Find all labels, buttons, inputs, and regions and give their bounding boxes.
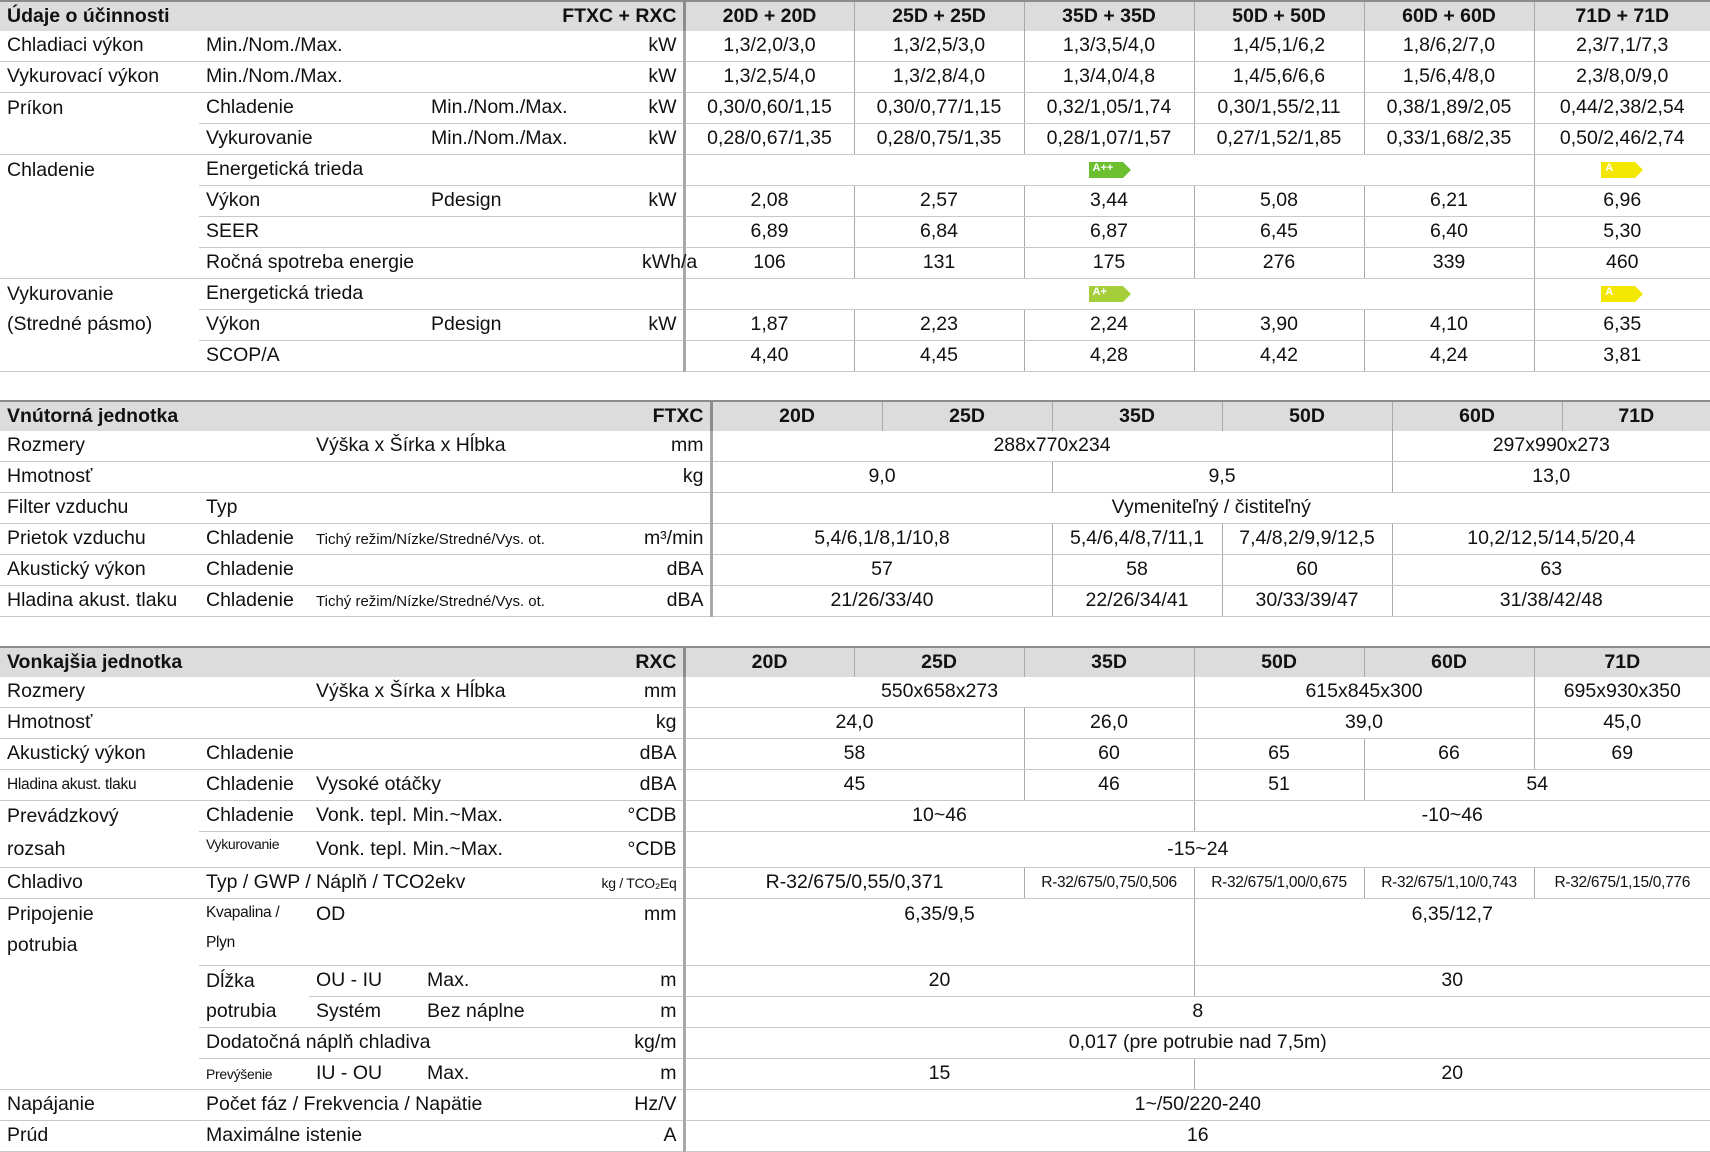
cell: 24,0 <box>684 708 1024 739</box>
cell: 695x930x350 <box>1534 677 1710 708</box>
row-sub: Chladenie <box>199 555 629 586</box>
cell: 54 <box>1364 770 1710 801</box>
row-label: Chladiaci výkon <box>0 31 199 62</box>
table-row <box>0 31 1710 62</box>
indoor-model: FTXC <box>629 401 711 431</box>
cell: 15 <box>684 1059 1194 1090</box>
cell: R-32/675/1,00/0,675 <box>1194 868 1364 899</box>
row-sub: Min./Nom./Max. <box>199 31 642 62</box>
cell: R-32/675/1,10/0,743 <box>1364 868 1534 899</box>
cell: 0,017 (pre potrubie nad 7,5m) <box>684 1028 1710 1059</box>
table-row <box>0 524 1710 555</box>
row-sub: Výška x Šírka x Hĺbka <box>309 677 576 708</box>
row-sub: Vykurovanie <box>199 124 424 155</box>
indoor-section <box>0 400 1710 617</box>
col-header: 35D <box>1052 401 1222 431</box>
row-label: (Stredné pásmo) <box>7 313 153 336</box>
row-label-empty <box>0 186 199 217</box>
col-header: 25D <box>882 401 1052 431</box>
table-row <box>0 310 1710 341</box>
table-row <box>0 124 1710 155</box>
cell: 60 <box>1024 739 1194 770</box>
efficiency-model-text: FTXC + RXC <box>562 5 677 27</box>
row-sub-empty <box>199 431 309 462</box>
cell: 45 <box>684 770 1024 801</box>
table-row <box>0 899 1710 966</box>
cell: 5,4/6,4/8,7/11,1 <box>1052 524 1222 555</box>
indoor-title: Vnútorná jednotka <box>0 401 629 431</box>
energy-class-cell <box>1534 155 1710 186</box>
row-unit: dBA <box>629 586 711 617</box>
col-header: 71D <box>1562 401 1710 431</box>
row-unit: dBA <box>576 739 684 770</box>
table-row <box>0 1121 1710 1152</box>
efficiency-section <box>0 0 1710 372</box>
cell: 2,23 <box>854 310 1024 341</box>
cell: 0,28/0,75/1,35 <box>854 124 1024 155</box>
row-sub2: Tichý režim/Nízke/Stredné/Vys. ot. <box>309 586 629 617</box>
energy-class-text: A <box>1605 162 1614 175</box>
row-sub3: Bez náplne <box>420 997 576 1028</box>
energy-class-text: A+ <box>1092 286 1107 299</box>
row-label: Prietok vzduchu <box>0 524 199 555</box>
row-sub: Chladenie <box>199 93 424 124</box>
col-header: 35D + 35D <box>1024 1 1194 31</box>
row-sub2: Vonk. tepl. Min.~Max. <box>309 832 576 868</box>
row-sub: Chladenie <box>199 770 309 801</box>
cell: 0,33/1,68/2,35 <box>1364 124 1534 155</box>
indoor-table <box>0 400 1710 617</box>
row-sub: Dodatočná náplň chladiva <box>199 1028 576 1059</box>
row-unit: kW <box>642 124 684 155</box>
cell: 1,3/2,5/3,0 <box>854 31 1024 62</box>
cell: 63 <box>1392 555 1710 586</box>
row-sub <box>199 899 309 966</box>
row-unit: kg / TCO₂Eq <box>576 868 684 899</box>
cell: 39,0 <box>1194 708 1534 739</box>
indoor-header-row <box>0 401 1710 431</box>
cell: 16 <box>684 1121 1710 1152</box>
cell: 10,2/12,5/14,5/20,4 <box>1392 524 1710 555</box>
outdoor-table <box>0 646 1710 1152</box>
row-sub: Počet fáz / Frekvencia / Napätie <box>199 1090 576 1121</box>
table-row <box>0 586 1710 617</box>
row-sub2: Systém <box>309 997 420 1028</box>
cell: 8 <box>684 997 1710 1028</box>
row-sub2: OD <box>309 899 576 966</box>
cell: 1,87 <box>684 310 854 341</box>
row-sub: Energetická trieda <box>199 155 684 186</box>
cell: R-32/675/0,75/0,506 <box>1024 868 1194 899</box>
cell: 57 <box>711 555 1052 586</box>
row-sub2: Pdesign <box>424 186 642 217</box>
row-label: Hmotnosť <box>0 708 576 739</box>
cell: 460 <box>1534 248 1710 279</box>
row-unit: °CDB <box>576 832 684 868</box>
row-label: Napájanie <box>0 1090 199 1121</box>
row-sub: Chladenie <box>199 801 309 832</box>
cell: 6,35 <box>1534 310 1710 341</box>
row-sub: Typ / GWP / Náplň / TCO2ekv <box>199 868 576 899</box>
energy-class-badge <box>1601 162 1643 178</box>
cell: 1,3/2,5/4,0 <box>684 62 854 93</box>
cell: 51 <box>1194 770 1364 801</box>
cell: 0,27/1,52/1,85 <box>1194 124 1364 155</box>
outdoor-title: Vonkajšia jednotka <box>0 647 576 677</box>
col-header: 50D <box>1194 647 1364 677</box>
cell: -15~24 <box>684 832 1710 868</box>
liquid-label: Kvapalina / <box>206 904 280 921</box>
cell: 550x658x273 <box>684 677 1194 708</box>
row-sub: SEER <box>199 217 642 248</box>
cell: 6,45 <box>1194 217 1364 248</box>
cell: 5,08 <box>1194 186 1364 217</box>
row-unit: mm <box>576 677 684 708</box>
row-sub3: Max. <box>420 1059 576 1090</box>
row-sub2: Vonk. tepl. Min.~Max. <box>309 801 576 832</box>
cell: R-32/675/1,15/0,776 <box>1534 868 1710 899</box>
cell: 4,24 <box>1364 341 1534 372</box>
cell: 6,96 <box>1534 186 1710 217</box>
cell: 0,28/1,07/1,57 <box>1024 124 1194 155</box>
table-row <box>0 997 1710 1028</box>
cell: 30/33/39/47 <box>1222 586 1392 617</box>
outdoor-model: RXC <box>576 647 684 677</box>
cell: 10~46 <box>684 801 1194 832</box>
cell: 46 <box>1024 770 1194 801</box>
row-sub: Ročná spotreba energie <box>199 248 642 279</box>
row-sub2: Min./Nom./Max. <box>424 124 642 155</box>
col-header: 60D <box>1364 647 1534 677</box>
cell: 0,30/0,77/1,15 <box>854 93 1024 124</box>
row-sub: Chladenie <box>199 739 576 770</box>
cell: 106 <box>684 248 854 279</box>
piping-label2: potrubia <box>7 933 78 956</box>
row-unit: kg <box>629 462 711 493</box>
cell: 6,21 <box>1364 186 1534 217</box>
cell: 69 <box>1534 739 1710 770</box>
cell: 2,3/8,0/9,0 <box>1534 62 1710 93</box>
energy-class-text: A <box>1605 286 1614 299</box>
cell: 21/26/33/40 <box>711 586 1052 617</box>
row-sub: Chladenie <box>199 586 309 617</box>
row-sub: Výška x Šírka x Hĺbka <box>309 431 629 462</box>
table-row <box>0 868 1710 899</box>
cell: 4,10 <box>1364 310 1534 341</box>
row-sub2: OU - IU <box>309 966 420 997</box>
row-sub2: IU - OU <box>309 1059 420 1090</box>
cell: 3,44 <box>1024 186 1194 217</box>
table-row <box>0 493 1710 524</box>
table-row <box>0 739 1710 770</box>
cell: 31/38/42/48 <box>1392 586 1710 617</box>
cell: 1,4/5,1/6,2 <box>1194 31 1364 62</box>
col-header: 50D + 50D <box>1194 1 1364 31</box>
row-sub: Maximálne istenie <box>199 1121 576 1152</box>
cell: 4,28 <box>1024 341 1194 372</box>
cell: 2,3/7,1/7,3 <box>1534 31 1710 62</box>
row-unit-empty <box>629 493 711 524</box>
cell: 20 <box>684 966 1194 997</box>
row-sub3: Max. <box>420 966 576 997</box>
row-sub: Chladenie <box>199 524 309 555</box>
energy-class-badge <box>1089 286 1131 302</box>
table-row <box>0 555 1710 586</box>
row-unit: kg <box>576 708 684 739</box>
cell: 66 <box>1364 739 1534 770</box>
row-sub2: Tichý režim/Nízke/Stredné/Vys. ot. <box>309 524 629 555</box>
row-label: Hladina akust. tlaku <box>0 770 199 801</box>
table-row <box>0 155 1710 186</box>
cell: 339 <box>1364 248 1534 279</box>
row-sub: Energetická trieda <box>199 279 684 310</box>
row-unit: A <box>576 1121 684 1152</box>
cell: 2,24 <box>1024 310 1194 341</box>
row-unit: kW <box>642 62 684 93</box>
row-label: Rozmery <box>0 677 199 708</box>
col-header: 50D <box>1222 401 1392 431</box>
row-unit: dBA <box>576 770 684 801</box>
row-label: Vykurovací výkon <box>0 62 199 93</box>
cell: 0,50/2,46/2,74 <box>1534 124 1710 155</box>
table-row <box>0 708 1710 739</box>
outdoor-header-row <box>0 647 1710 677</box>
table-row <box>0 279 1710 310</box>
row-unit: m <box>576 1059 684 1090</box>
cell: 6,40 <box>1364 217 1534 248</box>
energy-class-badge <box>1089 162 1131 178</box>
cell: 0,28/0,67/1,35 <box>684 124 854 155</box>
table-row <box>0 770 1710 801</box>
col-header: 60D <box>1392 401 1562 431</box>
cell: 1,4/5,6/6,6 <box>1194 62 1364 93</box>
cell: 6,35/12,7 <box>1194 899 1710 966</box>
cell: 7,4/8,2/9,9/12,5 <box>1222 524 1392 555</box>
cell: 9,5 <box>1052 462 1392 493</box>
row-sub: Dĺžka <box>206 969 255 992</box>
row-unit: m <box>576 966 684 997</box>
row-label-empty <box>0 966 199 997</box>
row-unit: kW <box>642 31 684 62</box>
cell: Vymeniteľný / čistiteľný <box>711 493 1710 524</box>
row-label: Chladenie <box>7 158 95 181</box>
cell: 58 <box>1052 555 1222 586</box>
table-row <box>0 341 1710 372</box>
table-row <box>0 677 1710 708</box>
row-label: rozsah <box>0 832 199 868</box>
row-unit-empty <box>642 341 684 372</box>
row-unit: kW <box>642 186 684 217</box>
row-unit: m³/min <box>629 524 711 555</box>
row-unit: Hz/V <box>576 1090 684 1121</box>
cell: 1,8/6,2/7,0 <box>1364 31 1534 62</box>
table-row <box>0 462 1710 493</box>
cell: 175 <box>1024 248 1194 279</box>
cell: 2,57 <box>854 186 1024 217</box>
row-label-empty <box>0 248 199 279</box>
row-unit: kW <box>642 93 684 124</box>
row-label: Príkon <box>7 96 64 119</box>
cell: 4,42 <box>1194 341 1364 372</box>
row-label: Filter vzduchu <box>0 493 199 524</box>
table-row <box>0 1090 1710 1121</box>
row-label: Hladina akust. tlaku <box>0 586 199 617</box>
cell: 5,4/6,1/8,1/10,8 <box>711 524 1052 555</box>
cell: 0,30/1,55/2,11 <box>1194 93 1364 124</box>
cell: 13,0 <box>1392 462 1710 493</box>
row-label-empty <box>0 124 199 155</box>
row-sub2: Pdesign <box>424 310 642 341</box>
cell: 0,44/2,38/2,54 <box>1534 93 1710 124</box>
cell: 2,08 <box>684 186 854 217</box>
col-header: 25D + 25D <box>854 1 1024 31</box>
cell: 3,90 <box>1194 310 1364 341</box>
table-row <box>0 1059 1710 1090</box>
cell: 26,0 <box>1024 708 1194 739</box>
table-row <box>0 62 1710 93</box>
cell: 131 <box>854 248 1024 279</box>
cell: 58 <box>684 739 1024 770</box>
row-sub: Vykurovanie <box>199 832 309 868</box>
row-sub: potrubia <box>199 997 309 1028</box>
cell: 4,40 <box>684 341 854 372</box>
energy-class-badge <box>1601 286 1643 302</box>
cell: 1~/50/220-240 <box>684 1090 1710 1121</box>
cell: 0,30/0,60/1,15 <box>684 93 854 124</box>
row-sub-empty <box>199 677 309 708</box>
row-label: Chladivo <box>0 868 199 899</box>
row-label: Rozmery <box>0 431 199 462</box>
col-header: 71D <box>1534 647 1710 677</box>
cell: 1,3/4,0/4,8 <box>1024 62 1194 93</box>
row-label-empty <box>0 217 199 248</box>
row-unit: °CDB <box>576 801 684 832</box>
row-sub: Prevýšenie <box>199 1059 309 1090</box>
cell: 9,0 <box>711 462 1052 493</box>
energy-class-cell <box>684 155 1534 186</box>
row-label-empty <box>0 341 199 372</box>
row-label: Akustický výkon <box>0 555 199 586</box>
cell: 615x845x300 <box>1194 677 1534 708</box>
cell: 1,5/6,4/8,0 <box>1364 62 1534 93</box>
cell: 6,84 <box>854 217 1024 248</box>
cell: 4,45 <box>854 341 1024 372</box>
row-sub: SCOP/A <box>199 341 642 372</box>
table-row <box>0 801 1710 832</box>
table-row <box>0 186 1710 217</box>
col-header: 25D <box>854 647 1024 677</box>
energy-class-text: A++ <box>1092 162 1114 175</box>
cell: 297x990x273 <box>1392 431 1710 462</box>
cell: 1,3/2,0/3,0 <box>684 31 854 62</box>
cell: -10~46 <box>1194 801 1710 832</box>
energy-class-cell <box>1534 279 1710 310</box>
efficiency-title: Údaje o účinnosti <box>0 1 642 31</box>
col-header: 71D + 71D <box>1534 1 1710 31</box>
cell: 6,87 <box>1024 217 1194 248</box>
piping-label: Pripojenie <box>7 903 94 925</box>
cell: 0,38/1,89/2,05 <box>1364 93 1534 124</box>
efficiency-table <box>0 0 1710 372</box>
cell: 30 <box>1194 966 1710 997</box>
row-unit-empty <box>642 217 684 248</box>
efficiency-model <box>562 1 684 31</box>
col-header: 20D <box>711 401 882 431</box>
row-unit: mm <box>629 431 711 462</box>
row-label-empty <box>0 997 199 1028</box>
table-row <box>0 93 1710 124</box>
row-label: Hmotnosť <box>0 462 629 493</box>
row-sub2: Min./Nom./Max. <box>424 93 642 124</box>
energy-class-cell <box>684 279 1534 310</box>
outdoor-section <box>0 646 1710 1152</box>
row-sub: Výkon <box>199 186 424 217</box>
cell: 45,0 <box>1534 708 1710 739</box>
row-unit: kW <box>642 310 684 341</box>
col-header: 60D + 60D <box>1364 1 1534 31</box>
table-row <box>0 1028 1710 1059</box>
row-label-empty <box>0 1059 199 1090</box>
cell: R-32/675/0,55/0,371 <box>684 868 1024 899</box>
cell: 6,89 <box>684 217 854 248</box>
cell: 1,3/3,5/4,0 <box>1024 31 1194 62</box>
cell: 276 <box>1194 248 1364 279</box>
table-row <box>0 832 1710 868</box>
efficiency-header-row <box>0 1 1710 31</box>
table-row <box>0 248 1710 279</box>
row-label: Akustický výkon <box>0 739 199 770</box>
cell: 288x770x234 <box>711 431 1392 462</box>
row-label <box>0 899 199 966</box>
cell: 6,35/9,5 <box>684 899 1194 966</box>
row-sub2: Vysoké otáčky <box>309 770 576 801</box>
col-header: 20D <box>684 647 854 677</box>
row-unit: kWh/a <box>642 248 684 279</box>
table-row <box>0 966 1710 997</box>
row-sub: Výkon <box>199 310 424 341</box>
row-label: Prúd <box>0 1121 199 1152</box>
table-row <box>0 217 1710 248</box>
col-header: 35D <box>1024 647 1194 677</box>
table-row <box>0 431 1710 462</box>
row-label-empty <box>0 1028 199 1059</box>
cell: 22/26/34/41 <box>1052 586 1222 617</box>
cell: 0,32/1,05/1,74 <box>1024 93 1194 124</box>
row-label: Prevádzkový <box>7 804 119 827</box>
row-unit: mm <box>576 899 684 966</box>
row-unit: kg/m <box>576 1028 684 1059</box>
row-unit: m <box>576 997 684 1028</box>
cell: 65 <box>1194 739 1364 770</box>
cell: 3,81 <box>1534 341 1710 372</box>
col-header: 20D + 20D <box>684 1 854 31</box>
row-unit: dBA <box>629 555 711 586</box>
row-sub: Typ <box>199 493 629 524</box>
cell: 5,30 <box>1534 217 1710 248</box>
row-label: Vykurovanie <box>7 282 114 305</box>
cell: 20 <box>1194 1059 1710 1090</box>
cell: 1,3/2,8/4,0 <box>854 62 1024 93</box>
gas-label: Plyn <box>206 933 235 951</box>
row-sub: Min./Nom./Max. <box>199 62 642 93</box>
cell: 60 <box>1222 555 1392 586</box>
